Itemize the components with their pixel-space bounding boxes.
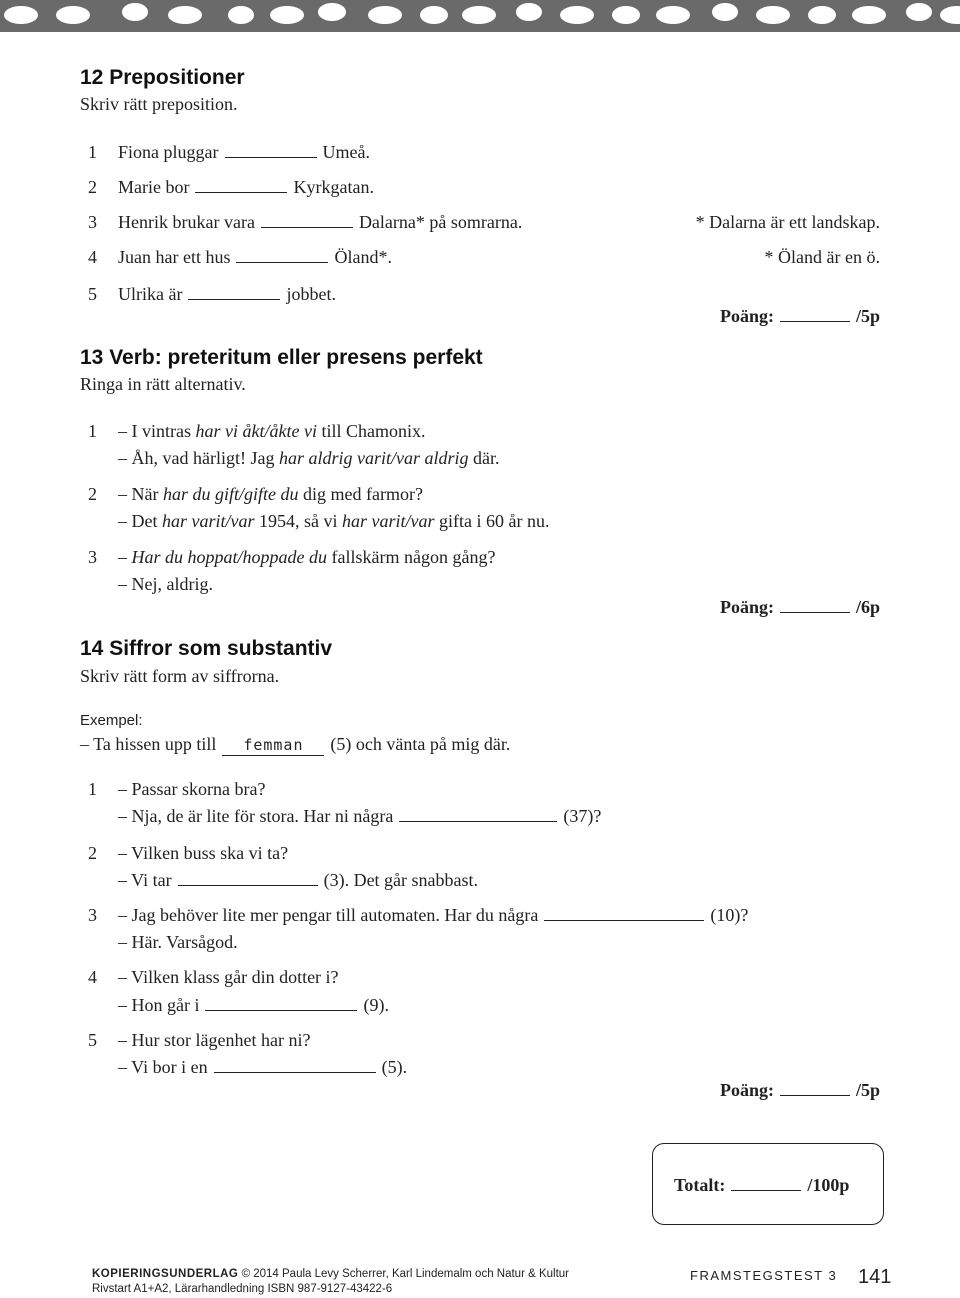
answer-blank[interactable] bbox=[544, 906, 704, 921]
item-number: 5 bbox=[88, 284, 97, 304]
item-number: 3 bbox=[88, 547, 97, 567]
item-text: jobbet. bbox=[286, 284, 336, 304]
item-number: 2 bbox=[88, 177, 97, 197]
item-text: – Vi tar bbox=[118, 870, 172, 890]
choice-option[interactable]: har vi åkt/åkte vi bbox=[195, 421, 317, 441]
total-blank[interactable] bbox=[731, 1176, 801, 1191]
item-text: – Det bbox=[118, 511, 162, 531]
s12-item-5 bbox=[88, 284, 336, 305]
example-answer-text: femman bbox=[243, 736, 304, 754]
score-max: /6p bbox=[855, 597, 880, 617]
s14-item-1-line-2 bbox=[118, 806, 601, 827]
item-text: – Hur stor lägenhet har ni? bbox=[118, 1030, 311, 1050]
score-label: Poäng: bbox=[719, 597, 774, 617]
s14-item-5-line-1 bbox=[88, 1030, 310, 1051]
item-number: 5 bbox=[88, 1030, 97, 1050]
section-13-instruction: Ringa in rätt alternativ. bbox=[80, 374, 246, 394]
s13-item-1-line-2 bbox=[118, 448, 499, 469]
item-text: – Ta hissen upp till bbox=[80, 734, 217, 754]
page-number: 141 bbox=[858, 1266, 892, 1288]
item-text: dig med farmor? bbox=[298, 484, 423, 504]
score-blank[interactable] bbox=[780, 1081, 850, 1096]
item-text: – bbox=[118, 547, 132, 567]
footer-copyright bbox=[92, 1268, 569, 1280]
s13-item-2-line-2 bbox=[118, 511, 549, 532]
answer-blank[interactable] bbox=[188, 285, 280, 300]
item-text: – När bbox=[118, 484, 163, 504]
section-13-heading: 13 Verb: preteritum eller presens perfekt bbox=[80, 346, 483, 369]
example-label: Exempel: bbox=[80, 712, 143, 729]
s12-item-4 bbox=[88, 247, 392, 268]
answer-blank[interactable] bbox=[214, 1058, 376, 1073]
s13-item-1-line-1 bbox=[88, 421, 425, 442]
s14-item-3-line-1 bbox=[88, 905, 748, 926]
item-text: – Hon går i bbox=[118, 995, 200, 1015]
choice-option[interactable]: har du gift/gifte du bbox=[162, 484, 299, 504]
item-text: gifta i 60 år nu. bbox=[434, 511, 550, 531]
s14-item-2-line-1 bbox=[88, 843, 288, 864]
section-12-heading: 12 Prepositioner bbox=[80, 66, 245, 89]
score-blank[interactable] bbox=[780, 307, 850, 322]
s14-item-5-line-2 bbox=[118, 1057, 407, 1078]
answer-blank[interactable] bbox=[236, 248, 328, 263]
section-14-heading: 14 Siffror som substantiv bbox=[80, 637, 333, 660]
answer-blank[interactable] bbox=[261, 213, 353, 228]
item-text: Umeå. bbox=[322, 142, 370, 162]
footer-isbn: Rivstart A1+A2, Lärarhandledning ISBN 987-9127-43422-6 bbox=[92, 1283, 393, 1295]
s14-score bbox=[720, 1080, 880, 1101]
item-text: – I vintras bbox=[118, 421, 196, 441]
footnote-oland: * Öland är en ö. bbox=[764, 247, 880, 267]
footer-test-name: FRAMSTEGSTEST 3 bbox=[690, 1268, 838, 1283]
item-text: Ulrika är bbox=[118, 284, 183, 304]
footnote-dalarna: * Dalarna är ett landskap. bbox=[695, 212, 880, 232]
item-text: (5). bbox=[381, 1057, 408, 1077]
s12-item-3 bbox=[88, 212, 522, 233]
score-max: /5p bbox=[855, 1080, 880, 1100]
item-number: 1 bbox=[88, 779, 97, 799]
s12-score bbox=[720, 306, 880, 327]
s14-item-1-line-1 bbox=[88, 779, 265, 800]
item-text: Öland*. bbox=[334, 247, 392, 267]
s14-item-4-line-2 bbox=[118, 995, 389, 1016]
item-number: 3 bbox=[88, 905, 97, 925]
item-number: 2 bbox=[88, 843, 97, 863]
item-text: till Chamonix. bbox=[316, 421, 426, 441]
item-text: Dalarna* på somrarna. bbox=[358, 212, 523, 232]
total-label: Totalt: bbox=[674, 1175, 726, 1195]
total-max: /100p bbox=[807, 1175, 850, 1195]
item-text: – Åh, vad härligt! Jag bbox=[118, 448, 279, 468]
answer-blank[interactable] bbox=[195, 178, 287, 193]
item-text: Marie bor bbox=[118, 177, 190, 197]
s14-item-2-line-2 bbox=[118, 870, 478, 891]
example-answer bbox=[222, 734, 324, 756]
item-text: – Passar skorna bra? bbox=[118, 779, 266, 799]
score-max: /5p bbox=[855, 306, 880, 326]
item-text: (3). Det går snabbast. bbox=[323, 870, 479, 890]
answer-blank[interactable] bbox=[205, 996, 357, 1011]
footer-kop: KOPIERINGSUNDERLAG bbox=[92, 1268, 239, 1280]
header-decoration bbox=[0, 0, 960, 32]
choice-option[interactable]: har varit/var bbox=[342, 511, 435, 531]
s13-score bbox=[720, 597, 880, 618]
s12-item-2 bbox=[88, 177, 374, 198]
item-text: (9). bbox=[363, 995, 389, 1015]
item-number: 3 bbox=[88, 212, 97, 232]
section-12-instruction: Skriv rätt preposition. bbox=[80, 94, 238, 114]
item-number: 1 bbox=[88, 142, 97, 162]
item-text: – Jag behöver lite mer pengar till automaten. Har du några bbox=[118, 905, 539, 925]
item-text: (37)? bbox=[563, 806, 602, 826]
item-text: – Nja, de är lite för stora. Har ni några bbox=[118, 806, 394, 826]
item-text: Fiona pluggar bbox=[118, 142, 219, 162]
s13-item-2-line-1 bbox=[88, 484, 423, 505]
score-label: Poäng: bbox=[719, 1080, 774, 1100]
item-number: 4 bbox=[88, 967, 97, 987]
score-blank[interactable] bbox=[780, 598, 850, 613]
item-text: fallskärm någon gång? bbox=[327, 547, 496, 567]
answer-blank[interactable] bbox=[178, 871, 318, 886]
answer-blank[interactable] bbox=[399, 807, 557, 822]
item-text: 1954, så vi bbox=[254, 511, 342, 531]
s13-item-3-line-2: – Nej, aldrig. bbox=[118, 574, 213, 594]
item-text: (5) och vänta på mig där. bbox=[330, 734, 511, 754]
section-14-instruction: Skriv rätt form av siffrorna. bbox=[80, 666, 280, 686]
score-label: Poäng: bbox=[719, 306, 774, 326]
s14-item-4-line-1 bbox=[88, 967, 339, 988]
choice-option[interactable]: har varit/var bbox=[162, 511, 255, 531]
item-number: 2 bbox=[88, 484, 97, 504]
item-text: – Vilken klass går din dotter i? bbox=[118, 967, 339, 987]
item-text: (10)? bbox=[710, 905, 749, 925]
total-score bbox=[674, 1175, 849, 1196]
footer-copyright-text: © 2014 Paula Levy Scherrer, Karl Lindemalm och Natur & Kultur bbox=[238, 1268, 570, 1280]
answer-blank[interactable] bbox=[225, 143, 317, 158]
choice-option[interactable]: Har du hoppat/hoppade du bbox=[131, 547, 327, 567]
item-number: 4 bbox=[88, 247, 97, 267]
item-text: Henrik brukar vara bbox=[118, 212, 255, 232]
choice-option[interactable]: har aldrig varit/var aldrig bbox=[278, 448, 469, 468]
s13-item-3-line-1 bbox=[88, 547, 495, 568]
s12-item-1 bbox=[88, 142, 370, 163]
s14-item-3-line-2: – Här. Varsågod. bbox=[118, 932, 238, 952]
item-text: – Vilken buss ska vi ta? bbox=[118, 843, 289, 863]
item-text: Kyrkgatan. bbox=[293, 177, 374, 197]
item-number: 1 bbox=[88, 421, 97, 441]
item-text: – Vi bor i en bbox=[118, 1057, 208, 1077]
example-line bbox=[80, 734, 510, 756]
item-text: där. bbox=[468, 448, 500, 468]
item-text: Juan har ett hus bbox=[118, 247, 231, 267]
